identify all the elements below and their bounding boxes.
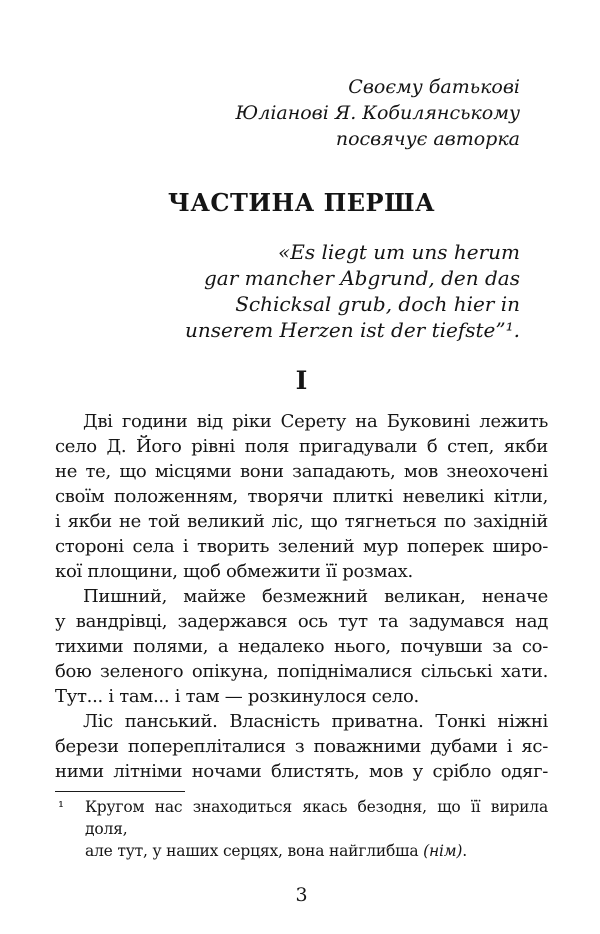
body-text	[55, 409, 548, 784]
body-line: ними літніми ночами блистять, мов у срібло одяг-	[55, 761, 548, 782]
dedication-line: Юліанові Я. Кобилянському	[235, 102, 520, 124]
footnote-line: Кругом нас знаходиться якась безодня, що її вирила доля,	[85, 798, 548, 838]
chapter-number: I	[295, 366, 308, 395]
epigraph-line: unserem Herzen ist der tiefste”¹.	[184, 318, 520, 342]
dedication-line: посвячує авторка	[335, 128, 520, 150]
page-number: 3	[295, 884, 308, 906]
body-line: Дві години від ріки Серету на Буковині лежить	[83, 411, 548, 432]
dedication-line: Своєму батькові	[348, 76, 520, 98]
body-line: і якби не той великий ліс, що тягнеться по західній	[55, 511, 548, 532]
footnote-language-note: (нім)	[423, 842, 463, 860]
epigraph	[55, 239, 548, 343]
body-line: Тут... і там... і там — розкинулося село.	[55, 686, 419, 707]
dedication	[55, 74, 548, 152]
epigraph-line: gar mancher Abgrund, den das	[203, 266, 520, 290]
body-line: не те, що місцями вони западають, мов знеохочені	[55, 461, 548, 482]
body-line: у вандрівці, задержався ось тут та задумався над	[55, 611, 548, 632]
paragraph	[55, 709, 548, 784]
part-heading: ЧАСТИНА ПЕРША	[167, 188, 436, 217]
epigraph-line: Schicksal grub, doch hier in	[235, 292, 520, 316]
body-line: Ліс панський. Власність приватна. Тонкі ніжні	[83, 711, 548, 732]
footnote-divider	[55, 791, 185, 792]
footnote-period: .	[462, 842, 467, 860]
paragraph	[55, 409, 548, 584]
epigraph-line: «Es liegt um uns herum	[278, 240, 520, 264]
body-line: берези поперепліталися з поважними дубами і яс-	[55, 736, 548, 757]
footnote-line	[85, 840, 548, 862]
body-line: своїм положенням, творячи плиткі невеликі кітли,	[55, 486, 548, 507]
body-line: тихими полями, а недалеко нього, почувши за со-	[55, 636, 548, 657]
footnote	[55, 796, 548, 862]
body-line: бою зеленого опікуна, попіднімалися сільські хати.	[55, 661, 548, 682]
footnote-marker: ¹	[58, 798, 64, 816]
body-line: стороні села і творить зелений мур поперек широ-	[55, 536, 548, 557]
footnote-text: але тут, у наших серцях, вона найглибша	[85, 842, 424, 860]
paragraph	[55, 584, 548, 709]
body-line: Пишний, майже безмежний великан, неначе	[83, 586, 548, 607]
body-line: село Д. Його рівні поля пригадували б степ, якби	[55, 436, 548, 457]
body-line: кої площини, щоб обмежити її розмах.	[55, 561, 413, 582]
